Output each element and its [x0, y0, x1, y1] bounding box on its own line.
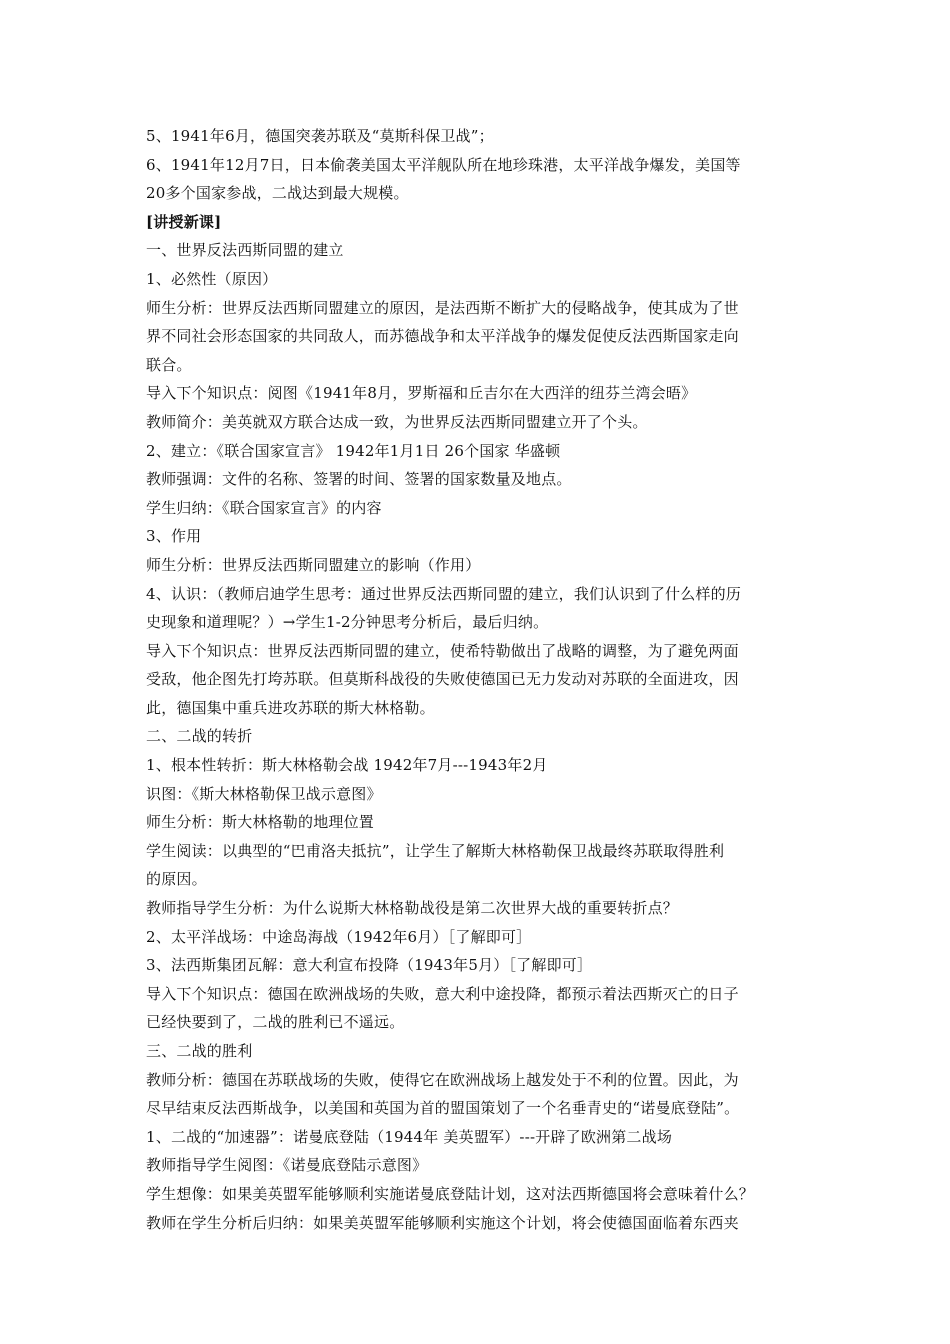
text-line: 3、法西斯集团瓦解：意大利宣布投降（1943年5月）［了解即可］: [146, 956, 593, 975]
text-line: 识图：《斯大林格勒保卫战示意图》: [146, 784, 382, 803]
text-line: 界不同社会形态国家的共同敌人，而苏德战争和太平洋战争的爆发促使反法西斯国家走向: [146, 327, 739, 346]
text-line: 此，德国集中重兵进攻苏联的斯大林格勒。: [146, 698, 435, 717]
text-line: 3、作用: [146, 527, 202, 546]
text-line: 5、1941年6月，德国突袭苏联及“莫斯科保卫战”；: [146, 127, 494, 145]
text-line: 2、建立：《联合国家宣言》 1942年1月1日 26个国家 华盛顿: [146, 441, 561, 460]
text-line: 6、1941年12月7日，日本偷袭美国太平洋舰队所在地珍珠港，太平洋战争爆发，美国等: [146, 155, 741, 174]
text-line: 教师指导学生分析：为什么说斯大林格勒战役是第二次世界大战的重要转折点？: [146, 899, 679, 918]
text-line: 学生想像：如果美英盟军能够顺利实施诺曼底登陆计划，这对法西斯德国将会意味着什么？: [146, 1184, 755, 1203]
text-line: 4、认识：（教师启迪学生思考：通过世界反法西斯同盟的建立，我们认识到了什么样的历: [146, 584, 742, 603]
document-body: [146, 122, 811, 1237]
text-line: 1、必然性（原因）: [146, 269, 278, 288]
text-line: 师生分析：世界反法西斯同盟建立的影响（作用）: [146, 555, 481, 574]
section-heading: [讲授新课]: [146, 212, 222, 231]
text-line: 导入下个知识点：世界反法西斯同盟的建立，使希特勒做出了战略的调整，为了避免两面: [146, 641, 739, 660]
text-line: 教师分析：德国在苏联战场的失败，使得它在欧洲战场上越发处于不利的位置。因此，为: [146, 1070, 739, 1089]
text-line: 1、根本性转折：斯大林格勒会战 1942年7月---1943年2月: [146, 756, 548, 775]
text-line: 教师指导学生阅图：《诺曼底登陆示意图》: [146, 1156, 428, 1175]
text-line: 受敌，他企图先打垮苏联。但莫斯科战役的失败使德国已无力发动对苏联的全面进攻，因: [146, 670, 739, 689]
text-line: 史现象和道理呢？）→学生1-2分钟思考分析后，最后归纳。: [146, 613, 549, 632]
text-line: 教师简介：美英就双方联合达成一致，为世界反法西斯同盟建立开了个头。: [146, 412, 648, 431]
text-line: 师生分析：斯大林格勒的地理位置: [146, 813, 375, 832]
text-line: 的原因。: [146, 870, 207, 889]
text-line: 教师强调：文件的名称、签署的时间、签署的国家数量及地点。: [146, 470, 572, 489]
text-line: 三、二战的胜利: [146, 1042, 253, 1060]
text-line: 2、太平洋战场：中途岛海战（1942年6月）［了解即可］: [146, 927, 532, 946]
text-line: 教师在学生分析后归纳：如果美英盟军能够顺利实施这个计划，将会使德国面临着东西夹: [146, 1213, 739, 1232]
text-line: 一、世界反法西斯同盟的建立: [146, 241, 344, 260]
text-line: 二、二战的转折: [146, 727, 253, 746]
text-line: 联合。: [146, 355, 192, 374]
text-line: 1、二战的“加速器”：诺曼底登陆（1944年 美英盟军）---开辟了欧洲第二战场: [146, 1127, 673, 1146]
text-line: 20多个国家参战，二战达到最大规模。: [146, 184, 409, 203]
text-line: 导入下个知识点：德国在欧洲战场的失败，意大利中途投降，都预示着法西斯灭亡的日子: [146, 984, 739, 1003]
text-line: 尽早结束反法西斯战争，以美国和英国为首的盟国策划了一个名垂青史的“诺曼底登陆”。: [146, 1099, 740, 1118]
text-line: 学生归纳：《联合国家宣言》的内容: [146, 498, 382, 517]
text-line: 学生阅读：以典型的“巴甫洛夫抵抗”，让学生了解斯大林格勒保卫战最终苏联取得胜利: [146, 841, 725, 860]
text-line: 已经快要到了，二战的胜利已不遥远。: [146, 1013, 405, 1032]
text-line: 导入下个知识点：阅图《1941年8月，罗斯福和丘吉尔在大西洋的纽芬兰湾会晤》: [146, 384, 697, 403]
text-line: 师生分析：世界反法西斯同盟建立的原因，是法西斯不断扩大的侵略战争，使其成为了世: [146, 298, 739, 317]
